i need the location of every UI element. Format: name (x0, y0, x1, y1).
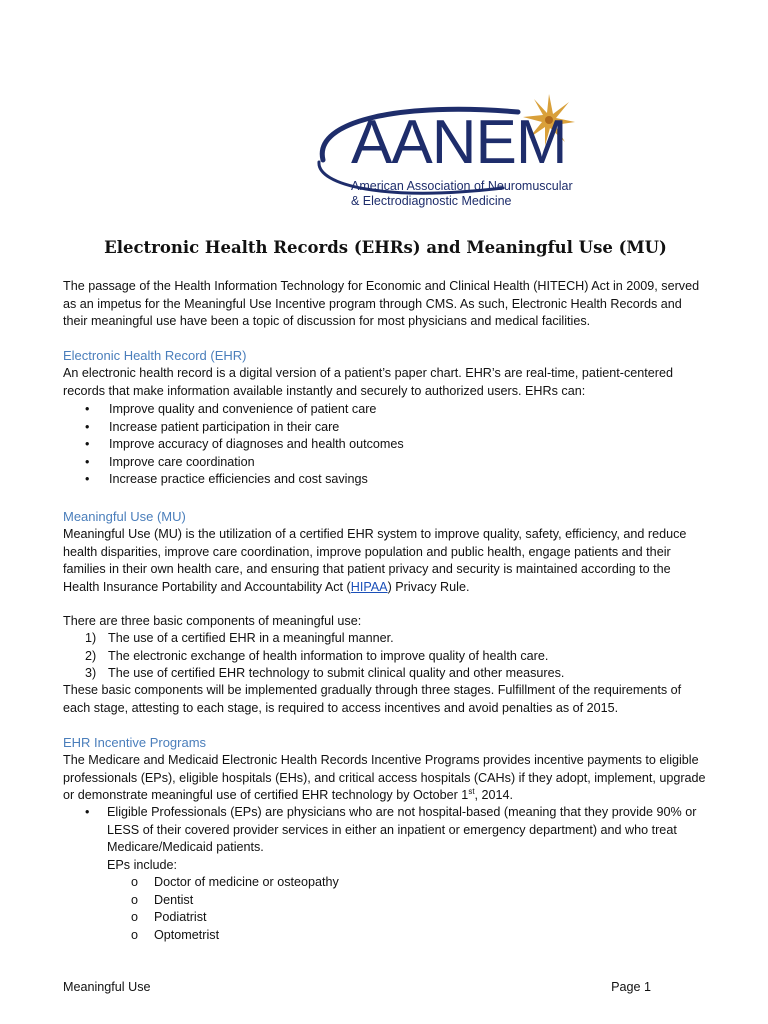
list-item (131, 927, 339, 945)
list-item-text: Dentist (154, 892, 194, 907)
list-item (85, 665, 564, 683)
aanem-logo (313, 90, 583, 215)
mu-line-text: ) Privacy Rule. (387, 579, 470, 594)
list-item (85, 436, 404, 454)
list-item (131, 874, 339, 892)
intro-paragraph (63, 278, 708, 331)
incentive-line: professionals (EPs), eligible hospitals (EHs), and critical access hospitals (CAHs) if they adopt, implement, upgrade (63, 770, 706, 785)
incentive-line-text: or demonstrate meaningful use of certified EHR technology by October 1 (63, 788, 469, 803)
bullet-marker: • (85, 472, 90, 487)
incentive-line-text: , 2014. (474, 788, 514, 803)
ep-line: EPs include: (107, 857, 178, 872)
bullet-marker: • (85, 805, 90, 819)
ep-bullet (85, 804, 109, 822)
list-item (85, 401, 404, 419)
list-item (85, 419, 404, 437)
list-item-text: Doctor of medicine or osteopathy (154, 875, 339, 889)
ep-line: LESS of their covered provider services in either an inpatient or emergency department) and who treat (107, 822, 677, 837)
list-item-text: The use of certified EHR technology to submit clinical quality and other measures. (108, 666, 565, 681)
logo-subtitle-line1: American Association of Neuromuscular (351, 179, 573, 193)
bullet-marker: • (85, 454, 90, 469)
document-title: Electronic Health Records (EHRs) and Meaningful Use (MU) (104, 238, 667, 257)
list-item-text: Increase practice efficiencies and cost savings (109, 472, 368, 487)
mu-after-line: each stage, attesting to each stage, is required to access incentives and avoid penalties as of 2015. (63, 700, 619, 715)
list-item (85, 630, 564, 648)
bullet-marker: • (85, 419, 90, 434)
sub-bullet-marker: o (131, 927, 139, 942)
incentive-line (63, 787, 708, 805)
sub-bullet-marker: o (131, 892, 139, 907)
logo-subtitle (351, 179, 573, 209)
list-item-text: The electronic exchange of health information to improve quality of health care. (108, 648, 549, 663)
mu-line-text: Health Insurance Portability and Accountability Act ( (63, 579, 351, 594)
mu-after-paragraph (63, 682, 708, 717)
ehr-paragraph (63, 365, 708, 400)
list-item (131, 892, 339, 910)
page-number: Page 1 (611, 980, 651, 994)
mu-after-line: These basic components will be implemented gradually through three stages. Fulfillment of the requirements of (63, 683, 682, 697)
incentive-paragraph (63, 752, 708, 805)
mu-paragraph (63, 526, 708, 596)
mu-line: families in their own health care, and ensuring that patient privacy and security is maintained according to the (63, 562, 671, 577)
ep-line: Eligible Professionals (EPs) are physicians who are not hospital-based (meaning that they provide 90% or (107, 805, 697, 819)
ehr-line: An electronic health record is a digital version of a patient’s paper chart. EHR’s are real-time, patient-centered (63, 366, 673, 380)
mu-heading: Meaningful Use (MU) (63, 509, 186, 524)
components-list (85, 630, 564, 683)
mu-line: Meaningful Use (MU) is the utilization of a certified EHR system to improve quality, safety, efficiency, and reduce (63, 527, 687, 541)
incentive-heading: EHR Incentive Programs (63, 735, 207, 750)
list-item-text: Podiatrist (154, 910, 207, 925)
mu-line: health disparities, improve care coordination, improve population and public health, engage patients and their (63, 544, 671, 559)
logo-wordmark: AANEM (351, 108, 567, 177)
intro-line: their meaningful use have been a topic of discussion for most physicians and medical facilities. (63, 314, 591, 329)
bullet-marker: • (85, 437, 90, 452)
ehr-heading: Electronic Health Record (EHR) (63, 348, 247, 363)
sub-bullet-marker: o (131, 910, 139, 925)
list-item-text: Optometrist (154, 927, 220, 942)
sub-bullet-marker: o (131, 875, 139, 889)
components-intro: There are three basic components of meaningful use: (63, 614, 362, 628)
list-item-text: Improve accuracy of diagnoses and health outcomes (109, 437, 404, 452)
list-number: 1) (85, 631, 97, 645)
list-item (85, 454, 404, 472)
bullet-marker: • (85, 402, 90, 416)
ep-types-list (131, 874, 339, 944)
hipaa-link[interactable]: HIPAA (350, 579, 388, 594)
list-item-text: Improve quality and convenience of patient care (109, 402, 377, 416)
list-item (131, 909, 339, 927)
superscript: st (468, 787, 475, 796)
intro-line: The passage of the Health Information Technology for Economic and Clinical Health (HITECH) Act in 2009, served (63, 279, 700, 293)
list-item-text: The use of a certified EHR in a meaningful manner. (108, 631, 394, 645)
list-number: 2) (85, 648, 97, 663)
incentive-line: The Medicare and Medicaid Electronic Health Records Incentive Programs provides incentive payments to eligible (63, 753, 699, 767)
mu-line (63, 579, 708, 597)
footer-left: Meaningful Use (63, 980, 151, 994)
logo-subtitle-line2: & Electrodiagnostic Medicine (351, 194, 512, 208)
list-item-text: Improve care coordination (109, 454, 255, 469)
ehr-bullet-list (85, 401, 404, 489)
ehr-line: records that make information available instantly and securely to authorized users. EHRs can: (63, 383, 586, 398)
list-item (85, 648, 564, 666)
list-number: 3) (85, 666, 97, 681)
ep-line: Medicare/Medicaid patients. (107, 840, 264, 855)
list-item (85, 471, 404, 489)
intro-line: as an impetus for the Meaningful Use Incentive program through CMS. As such, Electronic Health Records and (63, 296, 682, 311)
ep-paragraph (107, 804, 707, 874)
list-item-text: Increase patient participation in their care (109, 419, 340, 434)
